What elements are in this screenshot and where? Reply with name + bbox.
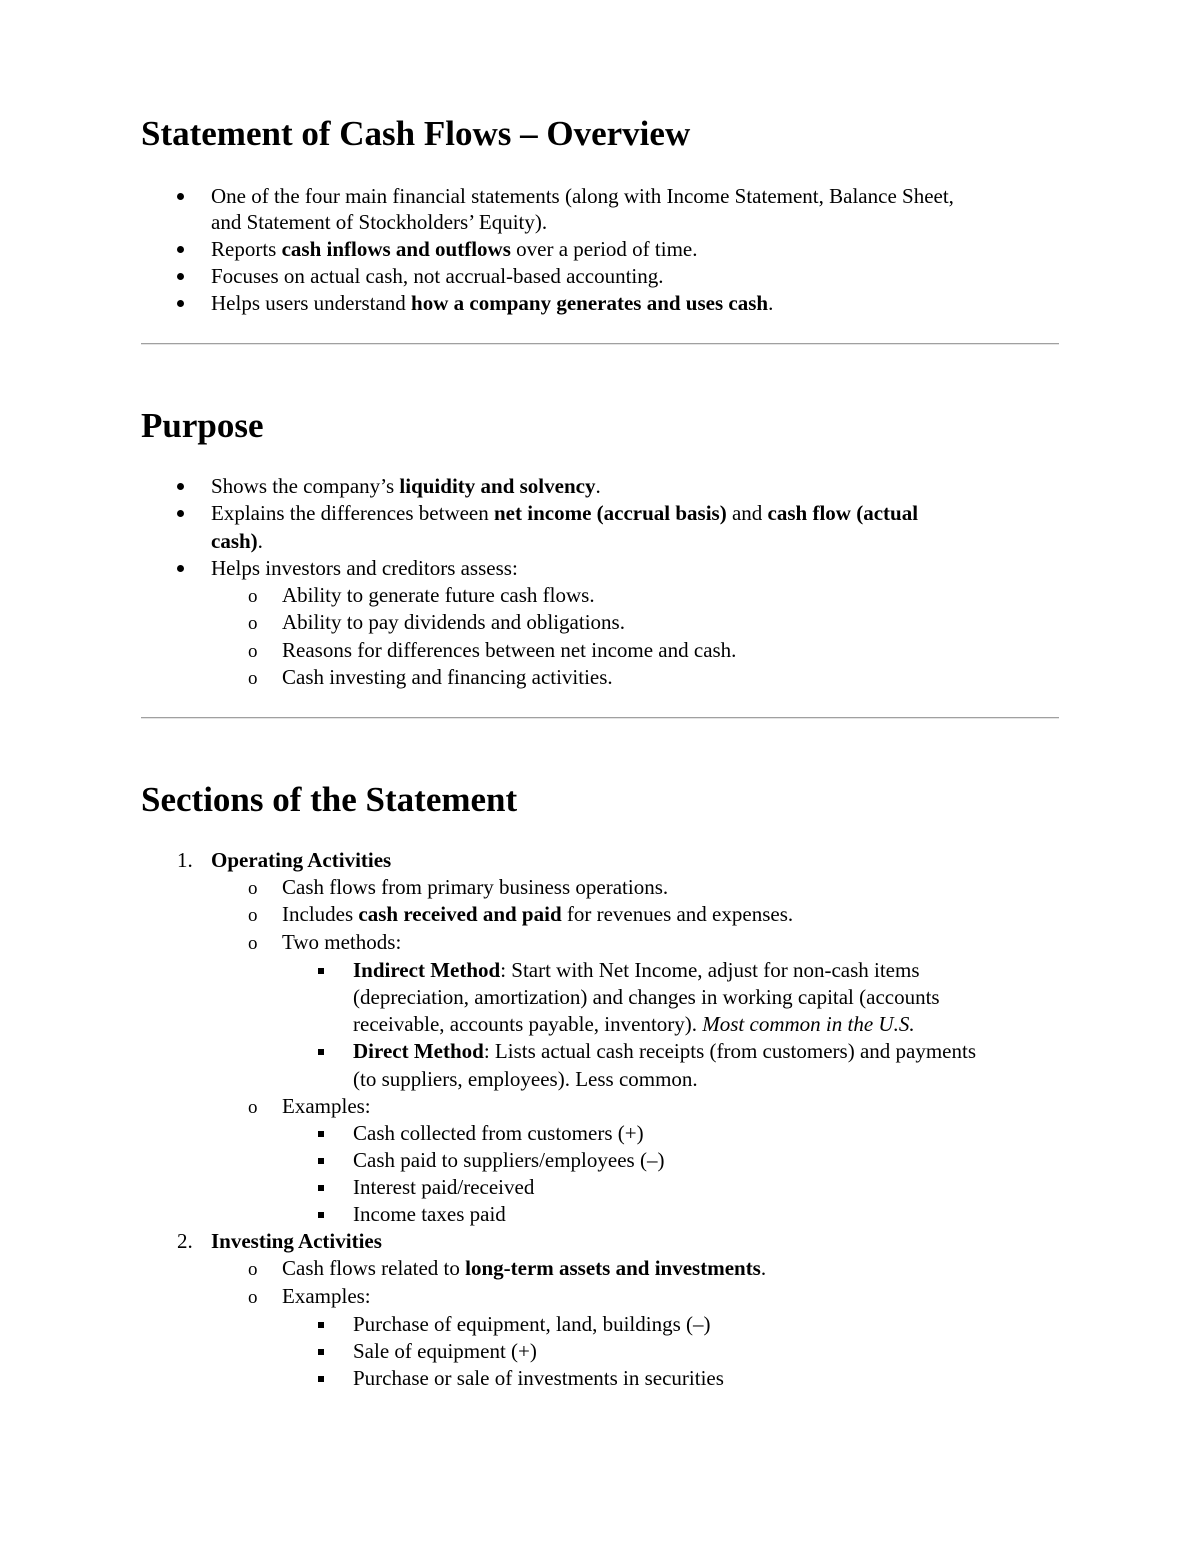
sub-bullet-marker: o	[248, 586, 258, 607]
bullet-dot	[177, 193, 184, 200]
sub-bullet-marker: o	[248, 878, 258, 899]
investing-example-2: Sale of equipment (+)	[353, 1339, 537, 1363]
overview-bullet-1-line-1: One of the four main financial statements (along with Income Statement, Balance Sheet,	[211, 184, 954, 208]
direct-method-line-2: (to suppliers, employees). Less common.	[353, 1067, 698, 1091]
purpose-bullet-2-line-1: Explains the differences between net income (accrual basis) and cash flow (actual	[211, 501, 919, 525]
purpose-sub-2: Ability to pay dividends and obligations.	[282, 610, 625, 634]
purpose-sub-3: Reasons for differences between net income and cash.	[282, 638, 737, 662]
square-bullet	[318, 1158, 324, 1164]
investing-sub-1: Cash flows related to long-term assets and investments.	[282, 1256, 767, 1280]
overview-bullet-1-line-2: and Statement of Stockholders’ Equity).	[211, 210, 548, 234]
square-bullet	[318, 968, 324, 974]
sub-bullet-marker: o	[248, 1287, 258, 1308]
square-bullet	[318, 1322, 324, 1328]
sub-bullet-marker: o	[248, 1259, 258, 1280]
list-number: 2.	[177, 1229, 193, 1253]
bullet-dot	[177, 565, 184, 572]
operating-examples-label: Examples:	[282, 1094, 371, 1118]
square-bullet	[318, 1376, 324, 1382]
bullet-dot	[177, 510, 184, 517]
investing-example-3: Purchase or sale of investments in securities	[353, 1366, 724, 1390]
indirect-method-line-1: Indirect Method: Start with Net Income, adjust for non-cash items	[353, 958, 920, 982]
purpose-heading: Purpose	[141, 406, 264, 445]
sections-heading: Sections of the Statement	[141, 780, 518, 819]
overview-heading: Statement of Cash Flows – Overview	[141, 114, 691, 153]
square-bullet	[318, 1349, 324, 1355]
operating-heading: Operating Activities	[211, 848, 392, 872]
bullet-dot	[177, 300, 184, 307]
indirect-method-line-3: receivable, accounts payable, inventory). Most common in the U.S.	[353, 1012, 915, 1036]
operating-sub-3: Two methods:	[282, 930, 402, 954]
operating-example-4: Income taxes paid	[353, 1202, 506, 1226]
sub-bullet-marker: o	[248, 641, 258, 662]
square-bullet	[318, 1212, 324, 1218]
direct-method-line-1: Direct Method: Lists actual cash receipts (from customers) and payments	[353, 1039, 977, 1063]
operating-example-3: Interest paid/received	[353, 1175, 535, 1199]
section-divider	[141, 343, 1059, 345]
investing-examples-label: Examples:	[282, 1284, 371, 1308]
bullet-dot	[177, 273, 184, 280]
operating-example-1: Cash collected from customers (+)	[353, 1121, 644, 1145]
overview-bullet-2: Reports cash inflows and outflows over a period of time.	[211, 237, 698, 261]
operating-sub-1: Cash flows from primary business operations.	[282, 875, 669, 899]
operating-example-2: Cash paid to suppliers/employees (–)	[353, 1148, 665, 1172]
indirect-method-line-2: (depreciation, amortization) and changes in working capital (accounts	[353, 985, 940, 1009]
purpose-bullet-3: Helps investors and creditors assess:	[211, 556, 518, 580]
purpose-sub-1: Ability to generate future cash flows.	[282, 583, 595, 607]
list-number: 1.	[177, 848, 193, 872]
bullet-dot	[177, 483, 184, 490]
operating-sub-2: Includes cash received and paid for revenues and expenses.	[282, 902, 794, 926]
overview-bullet-4: Helps users understand how a company generates and uses cash.	[211, 291, 774, 315]
square-bullet	[318, 1049, 324, 1055]
purpose-bullet-2-line-2: cash).	[211, 529, 263, 553]
purpose-sub-4: Cash investing and financing activities.	[282, 665, 613, 689]
investing-heading: Investing Activities	[211, 1229, 382, 1253]
sub-bullet-marker: o	[248, 905, 258, 926]
sub-bullet-marker: o	[248, 668, 258, 689]
sub-bullet-marker: o	[248, 613, 258, 634]
square-bullet	[318, 1185, 324, 1191]
sub-bullet-marker: o	[248, 1097, 258, 1118]
purpose-bullet-1: Shows the company’s liquidity and solvency.	[211, 474, 601, 498]
square-bullet	[318, 1131, 324, 1137]
overview-bullet-3: Focuses on actual cash, not accrual-based accounting.	[211, 264, 664, 288]
investing-example-1: Purchase of equipment, land, buildings (–)	[353, 1312, 711, 1336]
sub-bullet-marker: o	[248, 933, 258, 954]
section-divider	[141, 717, 1059, 719]
bullet-dot	[177, 246, 184, 253]
